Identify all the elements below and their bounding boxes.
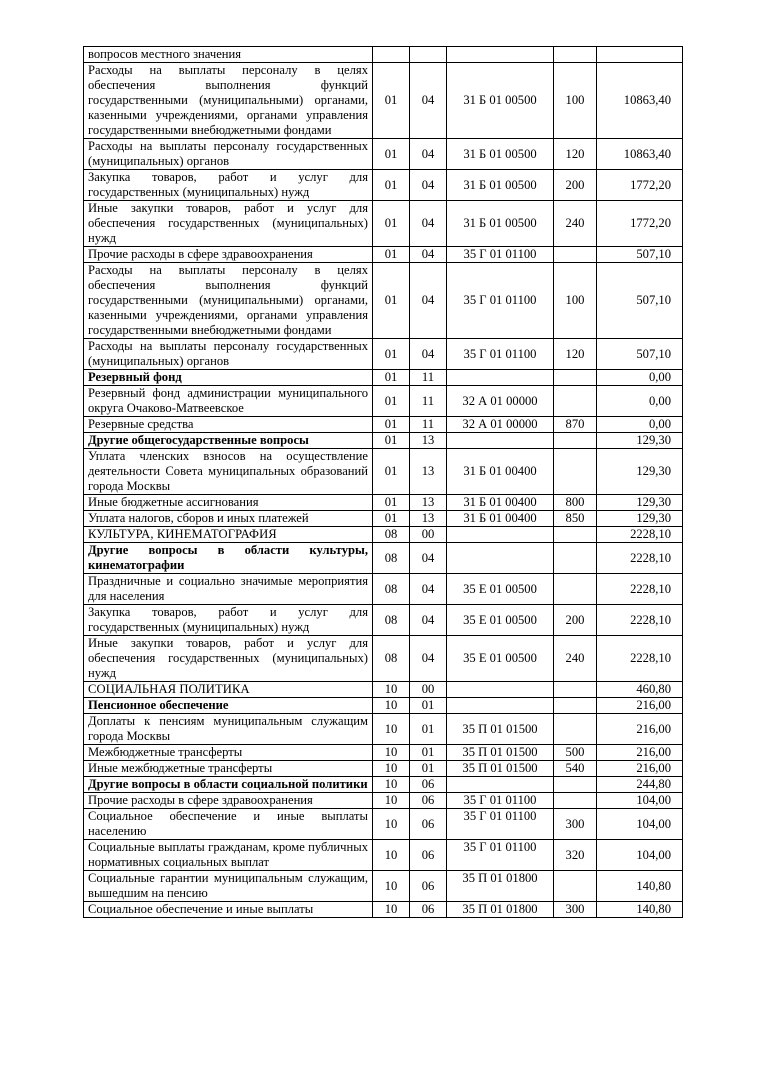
row-name-cell: Расходы на выплаты персоналу государственных (муниципальных) органов <box>84 339 373 370</box>
row-name-cell: Социальное обеспечение и иные выплаты <box>84 902 373 918</box>
target-article-cell: 32 А 01 00000 <box>447 386 554 417</box>
table-row <box>84 636 683 682</box>
target-article-cell: 35 Е 01 00500 <box>447 636 554 682</box>
target-article-cell <box>447 777 554 793</box>
target-article-cell <box>447 682 554 698</box>
section-code-cell: 01 <box>373 263 410 339</box>
target-article-cell: 31 Б 01 00400 <box>447 449 554 495</box>
table-row <box>84 605 683 636</box>
table-row <box>84 339 683 370</box>
section-code-cell: 10 <box>373 777 410 793</box>
expense-type-cell <box>554 527 597 543</box>
expense-type-cell: 800 <box>554 495 597 511</box>
target-article-cell: 35 Г 01 01100 <box>447 793 554 809</box>
section-code-cell: 10 <box>373 840 410 871</box>
section-code-cell: 10 <box>373 793 410 809</box>
expense-type-cell: 100 <box>554 63 597 139</box>
section-code-cell: 08 <box>373 605 410 636</box>
subsection-code-cell: 04 <box>410 339 447 370</box>
expense-type-cell <box>554 793 597 809</box>
expense-type-cell: 850 <box>554 511 597 527</box>
subsection-code-cell: 00 <box>410 527 447 543</box>
section-code-cell: 01 <box>373 449 410 495</box>
row-name-cell: Другие вопросы в области социальной политики <box>84 777 373 793</box>
table-row <box>84 495 683 511</box>
amount-cell: 129,30 <box>597 495 683 511</box>
subsection-code-cell: 04 <box>410 263 447 339</box>
amount-cell: 2228,10 <box>597 605 683 636</box>
amount-cell: 507,10 <box>597 247 683 263</box>
amount-cell: 507,10 <box>597 263 683 339</box>
target-article-cell: 31 Б 01 00500 <box>447 170 554 201</box>
section-code-cell: 01 <box>373 170 410 201</box>
amount-cell: 244,80 <box>597 777 683 793</box>
table-row <box>84 417 683 433</box>
section-code-cell: 01 <box>373 201 410 247</box>
section-code-cell: 08 <box>373 574 410 605</box>
target-article-cell: 31 Б 01 00500 <box>447 139 554 170</box>
section-code-cell: 01 <box>373 386 410 417</box>
amount-cell: 216,00 <box>597 761 683 777</box>
amount-cell: 10863,40 <box>597 63 683 139</box>
amount-cell: 129,30 <box>597 433 683 449</box>
subsection-code-cell: 01 <box>410 761 447 777</box>
subsection-code-cell: 06 <box>410 840 447 871</box>
amount-cell: 140,80 <box>597 871 683 902</box>
section-code-cell: 01 <box>373 139 410 170</box>
row-name-cell: Закупка товаров, работ и услуг для государственных (муниципальных) нужд <box>84 605 373 636</box>
amount-cell: 140,80 <box>597 902 683 918</box>
target-article-cell <box>447 543 554 574</box>
target-article-cell: 35 Г 01 01100 <box>447 263 554 339</box>
subsection-code-cell: 01 <box>410 698 447 714</box>
amount-cell: 0,00 <box>597 417 683 433</box>
amount-cell: 10863,40 <box>597 139 683 170</box>
table-row <box>84 63 683 139</box>
amount-cell: 2228,10 <box>597 636 683 682</box>
target-article-cell: 35 П 01 01500 <box>447 714 554 745</box>
target-article-cell <box>447 370 554 386</box>
subsection-code-cell: 01 <box>410 745 447 761</box>
target-article-cell <box>447 698 554 714</box>
subsection-code-cell: 04 <box>410 201 447 247</box>
table-row <box>84 433 683 449</box>
row-name-cell: Прочие расходы в сфере здравоохранения <box>84 793 373 809</box>
table-row <box>84 370 683 386</box>
subsection-code-cell: 11 <box>410 370 447 386</box>
section-code-cell <box>373 47 410 63</box>
subsection-code-cell: 04 <box>410 63 447 139</box>
section-code-cell: 01 <box>373 417 410 433</box>
table-row <box>84 543 683 574</box>
expense-type-cell <box>554 574 597 605</box>
section-code-cell: 08 <box>373 527 410 543</box>
row-name-cell: Иные бюджетные ассигнования <box>84 495 373 511</box>
section-code-cell: 10 <box>373 761 410 777</box>
section-code-cell: 01 <box>373 511 410 527</box>
amount-cell: 104,00 <box>597 793 683 809</box>
table-row <box>84 809 683 840</box>
target-article-cell: 31 Б 01 00400 <box>447 495 554 511</box>
row-name-cell: Уплата членских взносов на осуществление деятельности Совета муниципальных образований города Москвы <box>84 449 373 495</box>
row-name-cell: вопросов местного значения <box>84 47 373 63</box>
row-name-cell: Другие вопросы в области культуры, кинематографии <box>84 543 373 574</box>
subsection-code-cell: 06 <box>410 793 447 809</box>
expense-type-cell <box>554 698 597 714</box>
subsection-code-cell: 04 <box>410 636 447 682</box>
amount-cell: 0,00 <box>597 370 683 386</box>
amount-cell: 1772,20 <box>597 170 683 201</box>
subsection-code-cell: 01 <box>410 714 447 745</box>
row-name-cell: Закупка товаров, работ и услуг для государственных (муниципальных) нужд <box>84 170 373 201</box>
subsection-code-cell: 13 <box>410 433 447 449</box>
target-article-cell: 35 Г 01 01100 <box>447 809 554 840</box>
amount-cell: 216,00 <box>597 745 683 761</box>
target-article-cell: 35 П 01 01800 <box>447 902 554 918</box>
amount-cell: 216,00 <box>597 714 683 745</box>
section-code-cell: 10 <box>373 745 410 761</box>
target-article-cell: 35 Е 01 00500 <box>447 605 554 636</box>
expense-type-cell: 320 <box>554 840 597 871</box>
expense-type-cell <box>554 682 597 698</box>
subsection-code-cell: 04 <box>410 574 447 605</box>
expense-type-cell <box>554 370 597 386</box>
section-code-cell: 10 <box>373 698 410 714</box>
amount-cell: 507,10 <box>597 339 683 370</box>
table-row <box>84 201 683 247</box>
row-name-cell: Социальные гарантии муниципальным служащим, вышедшим на пенсию <box>84 871 373 902</box>
target-article-cell: 31 Б 01 00500 <box>447 201 554 247</box>
subsection-code-cell <box>410 47 447 63</box>
expense-type-cell <box>554 386 597 417</box>
subsection-code-cell: 04 <box>410 139 447 170</box>
table-row <box>84 247 683 263</box>
row-name-cell: Социальное обеспечение и иные выплаты населению <box>84 809 373 840</box>
row-name-cell: Пенсионное обеспечение <box>84 698 373 714</box>
row-name-cell: Резервные средства <box>84 417 373 433</box>
row-name-cell: Иные закупки товаров, работ и услуг для обеспечения государственных (муниципальных) нужд <box>84 201 373 247</box>
row-name-cell: Резервный фонд <box>84 370 373 386</box>
expense-type-cell <box>554 47 597 63</box>
expense-type-cell: 540 <box>554 761 597 777</box>
subsection-code-cell: 13 <box>410 511 447 527</box>
section-code-cell: 10 <box>373 902 410 918</box>
section-code-cell: 01 <box>373 63 410 139</box>
expense-type-cell: 300 <box>554 902 597 918</box>
row-name-cell: Межбюджетные трансферты <box>84 745 373 761</box>
amount-cell: 104,00 <box>597 840 683 871</box>
table-row <box>84 170 683 201</box>
table-row <box>84 902 683 918</box>
subsection-code-cell: 13 <box>410 449 447 495</box>
expense-type-cell: 240 <box>554 636 597 682</box>
subsection-code-cell: 11 <box>410 417 447 433</box>
table-row <box>84 714 683 745</box>
target-article-cell: 35 Г 01 01100 <box>447 840 554 871</box>
expense-type-cell <box>554 433 597 449</box>
table-row <box>84 793 683 809</box>
target-article-cell: 35 П 01 01500 <box>447 761 554 777</box>
expense-type-cell: 120 <box>554 139 597 170</box>
amount-cell: 216,00 <box>597 698 683 714</box>
amount-cell: 104,00 <box>597 809 683 840</box>
table-row <box>84 511 683 527</box>
row-name-cell: Другие общегосударственные вопросы <box>84 433 373 449</box>
amount-cell: 2228,10 <box>597 574 683 605</box>
table-row <box>84 840 683 871</box>
amount-cell: 2228,10 <box>597 527 683 543</box>
expense-type-cell: 240 <box>554 201 597 247</box>
section-code-cell: 01 <box>373 495 410 511</box>
row-name-cell: СОЦИАЛЬНАЯ ПОЛИТИКА <box>84 682 373 698</box>
expense-type-cell <box>554 714 597 745</box>
expense-type-cell <box>554 871 597 902</box>
target-article-cell: 32 А 01 00000 <box>447 417 554 433</box>
expense-type-cell: 500 <box>554 745 597 761</box>
target-article-cell <box>447 47 554 63</box>
row-name-cell: Расходы на выплаты персоналу в целях обеспечения выполнения функций государственными (муниципальными) органами, казенными учреждениями, органами управления государственными внебюджетными фондами <box>84 263 373 339</box>
expense-type-cell: 870 <box>554 417 597 433</box>
target-article-cell: 35 Е 01 00500 <box>447 574 554 605</box>
section-code-cell: 10 <box>373 714 410 745</box>
table-row <box>84 386 683 417</box>
row-name-cell: Прочие расходы в сфере здравоохранения <box>84 247 373 263</box>
table-row <box>84 574 683 605</box>
amount-cell: 460,80 <box>597 682 683 698</box>
table-row <box>84 47 683 63</box>
section-code-cell: 10 <box>373 682 410 698</box>
subsection-code-cell: 06 <box>410 809 447 840</box>
expense-type-cell <box>554 449 597 495</box>
amount-cell: 2228,10 <box>597 543 683 574</box>
table-row <box>84 527 683 543</box>
table-row <box>84 777 683 793</box>
table-row <box>84 698 683 714</box>
section-code-cell: 01 <box>373 247 410 263</box>
target-article-cell: 31 Б 01 00500 <box>447 63 554 139</box>
table-row <box>84 761 683 777</box>
target-article-cell <box>447 527 554 543</box>
section-code-cell: 08 <box>373 636 410 682</box>
section-code-cell: 10 <box>373 871 410 902</box>
expense-type-cell: 200 <box>554 605 597 636</box>
subsection-code-cell: 06 <box>410 871 447 902</box>
row-name-cell: Праздничные и социально значимые мероприятия для населения <box>84 574 373 605</box>
subsection-code-cell: 13 <box>410 495 447 511</box>
target-article-cell: 35 П 01 01500 <box>447 745 554 761</box>
section-code-cell: 01 <box>373 433 410 449</box>
table-row <box>84 871 683 902</box>
table-row <box>84 745 683 761</box>
amount-cell: 1772,20 <box>597 201 683 247</box>
row-name-cell: КУЛЬТУРА, КИНЕМАТОГРАФИЯ <box>84 527 373 543</box>
row-name-cell: Доплаты к пенсиям муниципальным служащим города Москвы <box>84 714 373 745</box>
row-name-cell: Расходы на выплаты персоналу в целях обеспечения выполнения функций государственными (муниципальными) органами, казенными учреждениями, органами управления государственными внебюджетными фондами <box>84 63 373 139</box>
target-article-cell: 35 Г 01 01100 <box>447 247 554 263</box>
row-name-cell: Расходы на выплаты персоналу государственных (муниципальных) органов <box>84 139 373 170</box>
expense-type-cell: 200 <box>554 170 597 201</box>
amount-cell: 0,00 <box>597 386 683 417</box>
expense-type-cell: 300 <box>554 809 597 840</box>
amount-cell: 129,30 <box>597 511 683 527</box>
row-name-cell: Уплата налогов, сборов и иных платежей <box>84 511 373 527</box>
table-row <box>84 449 683 495</box>
budget-table-page <box>83 46 682 918</box>
expense-type-cell: 100 <box>554 263 597 339</box>
expense-type-cell <box>554 247 597 263</box>
target-article-cell <box>447 433 554 449</box>
row-name-cell: Социальные выплаты гражданам, кроме публичных нормативных социальных выплат <box>84 840 373 871</box>
target-article-cell: 35 П 01 01800 <box>447 871 554 902</box>
subsection-code-cell: 06 <box>410 902 447 918</box>
subsection-code-cell: 06 <box>410 777 447 793</box>
table-row <box>84 682 683 698</box>
subsection-code-cell: 04 <box>410 170 447 201</box>
row-name-cell: Иные закупки товаров, работ и услуг для обеспечения государственных (муниципальных) нужд <box>84 636 373 682</box>
amount-cell <box>597 47 683 63</box>
subsection-code-cell: 04 <box>410 605 447 636</box>
target-article-cell: 31 Б 01 00400 <box>447 511 554 527</box>
subsection-code-cell: 04 <box>410 543 447 574</box>
section-code-cell: 01 <box>373 370 410 386</box>
target-article-cell: 35 Г 01 01100 <box>447 339 554 370</box>
table-row <box>84 263 683 339</box>
subsection-code-cell: 04 <box>410 247 447 263</box>
expense-type-cell <box>554 777 597 793</box>
amount-cell: 129,30 <box>597 449 683 495</box>
section-code-cell: 10 <box>373 809 410 840</box>
subsection-code-cell: 11 <box>410 386 447 417</box>
row-name-cell: Иные межбюджетные трансферты <box>84 761 373 777</box>
section-code-cell: 01 <box>373 339 410 370</box>
row-name-cell: Резервный фонд администрации муниципального округа Очаково-Матвеевское <box>84 386 373 417</box>
expense-type-cell <box>554 543 597 574</box>
expense-type-cell: 120 <box>554 339 597 370</box>
section-code-cell: 08 <box>373 543 410 574</box>
budget-table <box>83 46 683 918</box>
table-row <box>84 139 683 170</box>
subsection-code-cell: 00 <box>410 682 447 698</box>
